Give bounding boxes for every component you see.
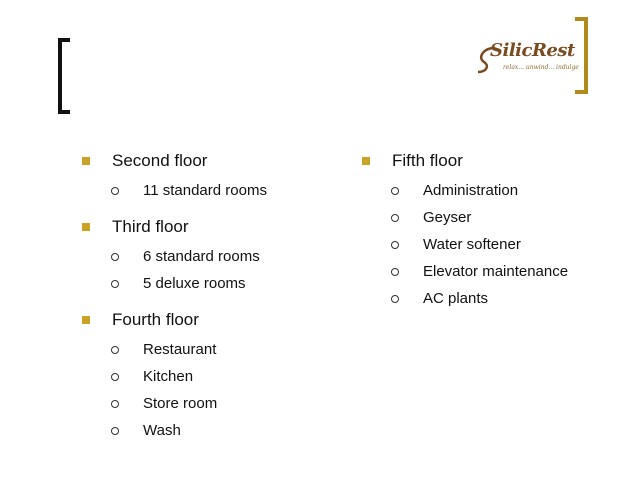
ring-bullet-icon	[111, 346, 119, 354]
list-item	[360, 204, 620, 231]
floor-heading-text: Third floor	[112, 217, 189, 236]
list-item	[360, 177, 620, 204]
list-item-text: Kitchen	[143, 368, 194, 385]
list-item	[80, 390, 340, 417]
square-bullet-icon	[362, 157, 370, 165]
ring-bullet-icon	[391, 214, 399, 222]
list-item	[80, 363, 340, 390]
floor-section	[360, 150, 620, 312]
ring-bullet-icon	[111, 187, 119, 195]
square-bullet-icon	[82, 316, 90, 324]
ring-bullet-icon	[111, 400, 119, 408]
floor-heading	[360, 150, 620, 172]
list-item	[80, 177, 340, 204]
floor-section	[80, 216, 340, 297]
floor-section	[80, 150, 340, 204]
floor-heading-text: Second floor	[112, 151, 208, 170]
list-item-text: 5 deluxe rooms	[143, 275, 246, 292]
list-item	[360, 285, 620, 312]
list-item-text: 11 standard rooms	[143, 182, 267, 199]
left-bracket-decoration	[58, 38, 70, 114]
ring-bullet-icon	[111, 280, 119, 288]
square-bullet-icon	[82, 223, 90, 231]
floor-heading	[80, 150, 340, 172]
list-item	[80, 270, 340, 297]
left-column	[80, 150, 340, 444]
ring-bullet-icon	[111, 253, 119, 261]
right-bracket-decoration	[575, 17, 588, 94]
list-item	[360, 258, 620, 285]
list-item-text: 6 standard rooms	[143, 248, 260, 265]
floor-section	[80, 309, 340, 444]
list-item-text: Water softener	[423, 236, 521, 253]
list-item-text: Store room	[143, 395, 218, 412]
right-column	[360, 150, 620, 312]
list-item-text: AC plants	[423, 290, 489, 307]
square-bullet-icon	[82, 157, 90, 165]
ring-bullet-icon	[391, 268, 399, 276]
floor-heading	[80, 216, 340, 238]
floor-heading	[80, 309, 340, 331]
list-item-text: Elevator maintenance	[423, 263, 569, 280]
ring-bullet-icon	[111, 427, 119, 435]
list-item	[80, 417, 340, 444]
list-item	[80, 243, 340, 270]
ring-bullet-icon	[391, 187, 399, 195]
list-item-text: Administration	[423, 182, 519, 199]
floor-heading-text: Fourth floor	[112, 310, 199, 329]
logo-tagline: relax... unwind... indulge	[503, 64, 579, 71]
list-item-text: Restaurant	[143, 341, 217, 358]
ring-bullet-icon	[391, 241, 399, 249]
logo-name: SilicRest	[490, 40, 575, 61]
list-item	[80, 336, 340, 363]
ring-bullet-icon	[391, 295, 399, 303]
silicrest-logo	[476, 40, 579, 82]
list-item	[360, 231, 620, 258]
floor-heading-text: Fifth floor	[392, 151, 463, 170]
list-item-text: Wash	[143, 422, 181, 439]
list-item-text: Geyser	[423, 209, 472, 226]
ring-bullet-icon	[111, 373, 119, 381]
